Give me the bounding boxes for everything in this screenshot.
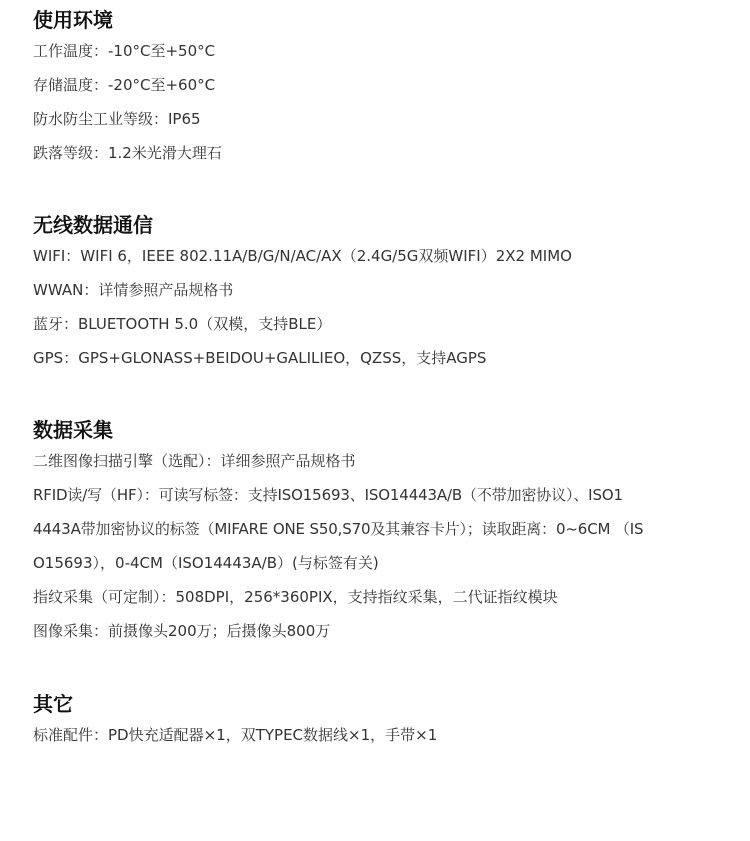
spec-rfid-line-1: RFID读/写（HF）：可读写标签：支持ISO15693、ISO14443A/B（不带加密协议）、ISO1: [33, 486, 623, 504]
section-title-data-capture: 数据采集: [33, 418, 113, 442]
spec-fingerprint: 指纹采集（可定制）：508DPI，256*360PIX，支持指纹采集，二代证指纹模块: [33, 588, 558, 606]
section-other: [33, 690, 723, 752]
spec-bluetooth: 蓝牙：BLUETOOTH 5.0（双模，支持BLE）: [33, 315, 332, 333]
section-title-environment: 使用环境: [33, 8, 113, 32]
section-environment: [33, 6, 723, 170]
spec-camera: 图像采集：前摄像头200万；后摄像头800万: [33, 622, 331, 640]
spec-operating-temperature: 工作温度：-10°C至+50°C: [33, 42, 216, 60]
spec-wifi: WIFI：WIFI 6，IEEE 802.11A/B/G/N/AC/AX（2.4G/5G双频WIFI）2X2 MIMO: [33, 247, 572, 265]
section-wireless: [33, 211, 723, 375]
spec-accessories: 标准配件：PD快充适配器×1，双TYPEC数据线×1，手带×1: [33, 726, 438, 744]
spec-drop-rating: 跌落等级：1.2米光滑大理石: [33, 144, 222, 162]
spec-storage-temperature: 存储温度：-20°C至+60°C: [33, 76, 216, 94]
spec-rfid-line-2: 4443A带加密协议的标签（MIFARE ONE S50,S70及其兼容卡片）；读取距离：0~6CM （IS: [33, 520, 644, 538]
section-data-capture: [33, 416, 723, 648]
section-title-wireless: 无线数据通信: [33, 213, 153, 237]
spec-ip-rating: 防水防尘工业等级：IP65: [33, 110, 201, 128]
section-title-other: 其它: [33, 692, 73, 716]
spec-gps: GPS：GPS+GLONASS+BEIDOU+GALILIEO，QZSS，支持AGPS: [33, 349, 487, 367]
spec-wwan: WWAN：详情参照产品规格书: [33, 281, 234, 299]
spec-scan-engine: 二维图像扫描引擎（选配）：详细参照产品规格书: [33, 452, 356, 470]
spec-rfid-line-3: O15693），0-4CM（ISO14443A/B）(与标签有关): [33, 554, 379, 572]
